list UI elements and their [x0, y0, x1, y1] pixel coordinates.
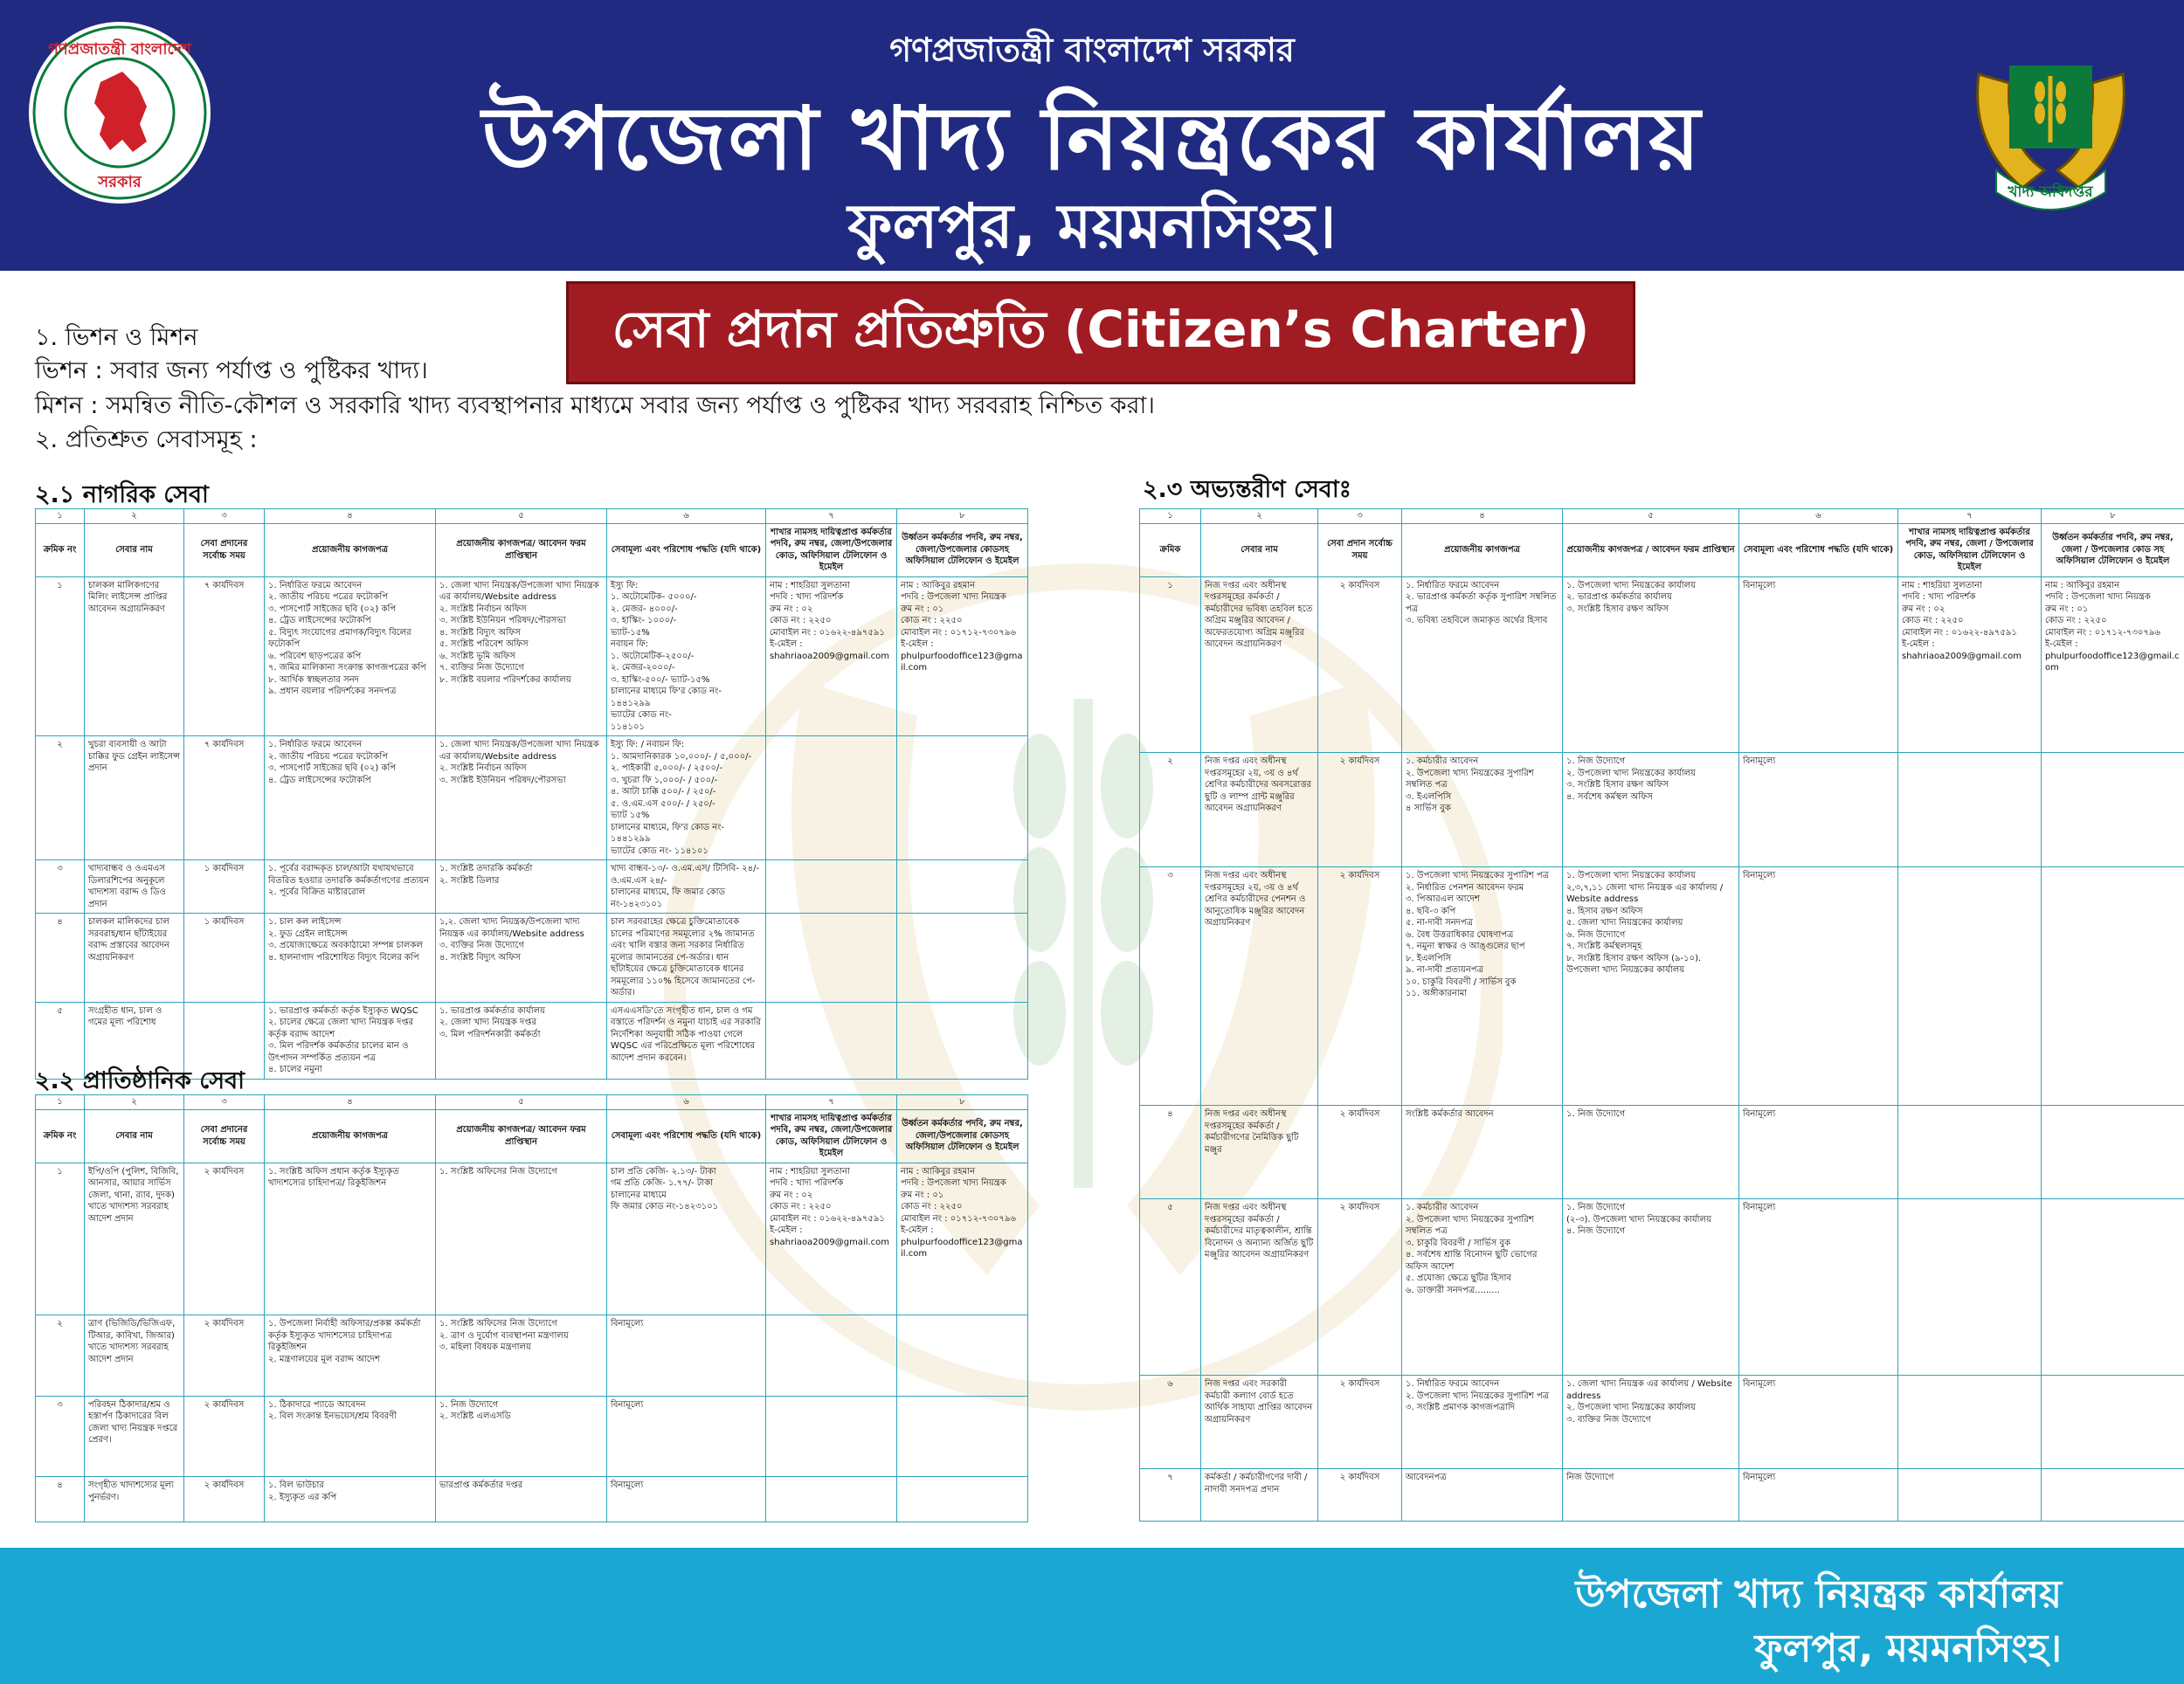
column-number: ৬: [607, 1095, 766, 1110]
column-number: ৫: [436, 1095, 607, 1110]
column-header: সেবামূল্য এবং পরিশোধ পদ্ধতি (যদি থাকে): [1739, 523, 1898, 576]
cell-time: ২ কার্যদিবস: [1318, 1106, 1402, 1199]
cell-sl: ৫: [1140, 1199, 1201, 1376]
cell-name: চালকল মালিকগণের মিলিং লাইসেন্স প্রাপ্তির আবেদন অগ্রায়নিকরণ: [85, 576, 184, 736]
cell-time: ২ কার্যদিবস: [184, 1163, 265, 1315]
column-number: ১: [1140, 509, 1201, 524]
column-header: শাখার নামসহ দায়িত্বপ্রাপ্ত কর্মকর্তার পদবি, রুম নম্বর, জেলা/উপজেলার কোড, অফিসিয়াল টেলিফোন ও ইমেইল: [766, 1109, 897, 1163]
cell-senior: [897, 1315, 1028, 1397]
column-header: সেবামূল্য এবং পরিশোধ পদ্ধতি (যদি থাকে): [607, 523, 766, 576]
cell-docs: ১. নির্ধারিত ফরমে আবেদন ২. জাতীয় পরিচয় পত্রের ফটোকপি ৩. পাসপোর্ট সাইজের ছবি (০২) কপি ৪. ট্রেড লাইসেন্সের ফটোকপি: [265, 736, 436, 860]
cell-sl: ২: [36, 736, 85, 860]
citizens-charter-title: সেবা প্রদান প্রতিশ্রুতি (Citizen’s Charter): [566, 281, 1635, 384]
food-department-logo-icon: [1961, 39, 2140, 218]
cell-fee: বিনামূল্যে: [1739, 1106, 1898, 1199]
cell-senior: নাম : আকিবুর রহমান পদবি : উপজেলা খাদ্য নিয়ন্ত্রক রুম নং : ০১ কোড নং : ২২৫০ মোবাইল নং : ০১৭১২-৭৩০৭৯৬ ই-মেইল : phulpurfoodoffice123@gmail.com: [897, 576, 1028, 736]
cell-time: ২ কার্যদিবস: [1318, 1469, 1402, 1522]
cell-sl: ১: [1140, 576, 1201, 753]
office-title: উপজেলা খাদ্য নিয়ন্ত্রকের কার্যালয়: [481, 87, 1703, 190]
cell-where: ১. জেলা খাদ্য নিয়ন্ত্রক/উপজেলা খাদ্য নিয়ন্ত্রক এর কার্যালয়/Website address ২. সংশ্লিষ্ট নির্বাচন অফিস ৩. সংশ্লিষ্ট ইউনিয়ন পরিষদ/পৌরসভা ৪. সংশ্লিষ্ট বিদ্যুৎ অফিস ৫. সংশ্লিষ্ট পরিবেশ অফিস ৬. সংশ্লিষ্ট ভূমি অফিস ৭. ব্যক্তির নিজ উদ্যোগে ৮. সংশ্লিষ্ট বয়লার পরিদর্শকের কার্যালয়: [436, 576, 607, 736]
column-number: ৮: [897, 1095, 1028, 1110]
column-number: ১: [36, 509, 85, 524]
cell-docs: সংশ্লিষ্ট কর্মকর্তার আবেদন: [1402, 1106, 1563, 1199]
cell-time: ৭ কার্যদিবস: [184, 736, 265, 860]
cell-where: ১. ভারপ্রাপ্ত কর্মকর্তার কার্যালয় ২. জেলা খাদ্য নিয়ন্ত্রক দপ্তর ৩. মিল পরিদর্শনকারী কর্মকর্তা: [436, 1002, 607, 1079]
cell-senior: নাম : আকিবুর রহমান পদবি : উপজেলা খাদ্য নিয়ন্ত্রক রুম নং : ০১ কোড নং : ২২৫০ মোবাইল নং : ০১৭১২-৭৩০৭৯৬ ই-মেইল : phulpurfoodoffice123@gmail.com: [2042, 576, 2184, 753]
table-row: [36, 576, 1028, 736]
cell-sl: ৭: [1140, 1469, 1201, 1522]
header-banner: [0, 0, 2184, 271]
cell-senior: [897, 736, 1028, 860]
cell-officer: [1898, 1199, 2042, 1376]
column-header: সেবার নাম: [85, 523, 184, 576]
cell-name: নিজ দপ্তর এবং অধীনস্থ দপ্তরসমূহের কর্মকর্তা / কর্মচারীদের ভবিষ্য তহবিল হতে অগ্রিম মঞ্জুরির আবেদন / অফেরতযোগ্য অগ্রিম মঞ্জুরির আবেদন অগ্রায়নিকরণ: [1201, 576, 1318, 753]
column-number: ৫: [436, 509, 607, 524]
cell-officer: [1898, 1106, 2042, 1199]
column-header: উর্ধ্বতন কর্মকর্তার পদবি, রুম নম্বর, জেলা / উপজেলার কোড সহ অফিসিয়াল টেলিফোন ও ইমেইল: [2042, 523, 2184, 576]
cell-docs: ১. ঠিকাদারে প্যাডে আবেদন ২. বিল সংক্রান্ত ইনভয়েস/শ্রম বিবরণী: [265, 1396, 436, 1477]
cell-where: ১. নিজ উদ্যোগে (২-৩). উপজেলা খাদ্য নিয়ন্ত্রকের কার্যালয় ৪. নিজ উদ্যোগে: [1563, 1199, 1739, 1376]
table-row: [36, 1396, 1028, 1477]
cell-docs: ১. সংশ্লিষ্ট অফিস প্রধান কর্তৃক ইস্যুকৃত খাদ্যশস্যের চাহিদাপত্র/ রিকুইজিশন: [265, 1163, 436, 1315]
column-header: সেবার নাম: [85, 1109, 184, 1163]
cell-officer: নাম : শাহরিয়া সুলতানা পদবি : খাদ্য পরিদর্শক রুম নং : ০২ কোড নং : ২২৫০ মোবাইল নং : ০১৬২২-৪৯৭৫৯১ ই-মেইল : shahriaoa2009@gmail.com: [766, 576, 897, 736]
cell-officer: নাম : শাহরিয়া সুলতানা পদবি : খাদ্য পরিদর্শক রুম নং : ০২ কোড নং : ২২৫০ মোবাইল নং : ০১৬২২-৪৯৭৫৯১ ই-মেইল : shahriaoa2009@gmail.com: [1898, 576, 2042, 753]
column-number: ৭: [766, 1095, 897, 1110]
column-number: ৮: [897, 509, 1028, 524]
cell-where: ১. সংশ্লিষ্ট অফিসের নিজ উদ্যোগে: [436, 1163, 607, 1315]
cell-name: নিজ দপ্তর এবং সরকারী কর্মচারী কল্যাণ বোর্ড হতে আর্থিক সাহায্য প্রাপ্তির আবেদন অগ্রায়নিকরণ: [1201, 1376, 1318, 1469]
cell-name: নিজ দপ্তর এবং অধীনস্থ দপ্তরসমূহের কর্মকর্তা / কর্মচারীগণের নৈমিত্তিক ছুটি মঞ্জুর: [1201, 1106, 1318, 1199]
cell-time: ২ কার্যদিবস: [1318, 867, 1402, 1106]
cell-time: ২ কার্যদিবস: [1318, 576, 1402, 753]
table-row: [36, 1477, 1028, 1522]
cell-where: নিজ উদ্যোগে: [1563, 1469, 1739, 1522]
cell-docs: ১. উপজেলা নির্বাহী অফিসার/প্রকল্প কর্মকর্তা কর্তৃক ইস্যুকৃত খাদ্যশস্যের চাহিদাপত্র রিকুইজিশন ২. মন্ত্রণালয়ের মূল বরাদ্দ আদেশ: [265, 1315, 436, 1397]
cell-time: ২ কার্যদিবস: [1318, 1376, 1402, 1469]
column-header: শাখার নামসহ দায়িত্বপ্রাপ্ত কর্মকর্তার পদবি, রুম নম্বর, জেলা / উপজেলার কোড, অফিসিয়াল টেলিফোন ও ইমেইল: [1898, 523, 2042, 576]
cell-senior: [2042, 753, 2184, 867]
cell-where: ১. উপজেলা খাদ্য নিয়ন্ত্রকের কার্যালয় ২. ভারপ্রাপ্ত কর্মকর্তার কার্যালয় ৩. সংশ্লিষ্ট হিসাব রক্ষণ অফিস: [1563, 576, 1739, 753]
cell-fee: বিনামূল্যে: [1739, 1376, 1898, 1469]
vision-text: ভিশন : সবার জন্য পর্যাপ্ত ও পুষ্টিকর খাদ্য।: [35, 357, 428, 384]
services-heading: ২. প্রতিশ্রুত সেবাসমূহ :: [35, 426, 258, 453]
cell-senior: [897, 1002, 1028, 1079]
mission-text: মিশন : সমন্বিত নীতি-কৌশল ও সরকারি খাদ্য ব্যবস্থাপনার মাধ্যমে সবার জন্য পর্যাপ্ত ও পুষ্টিকর খাদ্য সরবরাহ নিশ্চিত করা।: [35, 392, 1155, 419]
cell-fee: ইস্যু ফি: / নবায়ন ফি: ১. আমদানিকারক ১০,০০০/- / ৫,০০০/- ২. পাইকারী ৫,০০০/- / ২৫০০/- ৩. খুচরা ফি ১,০০০/- / ৫০০/- ৪. আটা চাক্কি ৫০০/- / ২৫০/- ৫. ও.এম.এস ৫০০/- / ২৫০/- ভ্যাট ১৫% চালানের মাধ্যমে, ফি'র কোড নং- ১৪৪১২৯৯ ভ্যাটের কোড নং- ১১৪১০১: [607, 736, 766, 860]
cell-senior: [897, 860, 1028, 914]
column-header: প্রয়োজনীয় কাগজপত্র/ আবেদন ফরম প্রাপ্তিস্থান: [436, 1109, 607, 1163]
office-location: ফুলপুর, ময়মনসিংহ।: [847, 190, 1337, 262]
cell-time: ১ কার্যদিবস: [184, 860, 265, 914]
cell-sl: ৫: [36, 1002, 85, 1079]
cell-docs: ১. কর্মচারীর আবেদন ২. উপজেলা খাদ্য নিয়ন্ত্রকের সুপারিশ সম্বলিত পত্র ৩. চাকুরি বিবরণী / সার্ভিস বুক ৪. সর্বশেষ শ্রান্তি বিনোদন ছুটি ভোগের অফিস আদেশ ৫. প্রযোজ্য ক্ষেত্রে ছুটির হিসাব ৬. ডাক্তারী সনদপত্র.........: [1402, 1199, 1563, 1376]
column-number: ৮: [2042, 509, 2184, 524]
cell-name: নিজ দপ্তর এবং অধীনস্থ দপ্তরসমূহের ২য়, ৩য় ও ৪র্থ শ্রেণির কর্মচারীদের পেনশন ও আনুতোষিক মঞ্জুরির আবেদন অগ্রায়নিকরণ: [1201, 867, 1318, 1106]
table-row: [36, 1315, 1028, 1397]
table-row: [36, 1163, 1028, 1315]
cell-docs: ১. চাল কল লাইসেন্স ২. ফুড গ্রেইন লাইসেন্স ৩. প্রযোজ্যক্ষেত্রে অবকাঠামো সম্পন্ন চালকল ৪. হালনাগাদ পরিশোধিত বিদ্যুৎ বিলের কপি: [265, 914, 436, 1003]
cell-name: সংগৃহীত খাদ্যশস্যের মূল্য পুনর্ভরণ।: [85, 1477, 184, 1522]
column-number: ৩: [184, 509, 265, 524]
cell-where: ১. নিজ উদ্যোগে ২. সংশ্লিষ্ট এলএসডি: [436, 1396, 607, 1477]
section-2-3-title: ২.৩ অভ্যন্তরীণ সেবাঃ: [1143, 476, 1352, 503]
cell-fee: বিনামূল্যে: [1739, 1199, 1898, 1376]
cell-officer: [766, 1396, 897, 1477]
cell-sl: ৪: [1140, 1106, 1201, 1199]
cell-name: নিজ দপ্তর এবং অধীনস্থ দপ্তরসমূহের ২য়, ৩য় ও ৪র্থ শ্রেণির কর্মচারীদের অবসরোত্তর ছুটি ও লাম্প গ্রান্ট মঞ্জুরির আবেদন অগ্রায়নিকরণ: [1201, 753, 1318, 867]
cell-officer: [1898, 1469, 2042, 1522]
column-header: সেবা প্রদানের সর্বোচ্চ সময়: [184, 1109, 265, 1163]
cell-officer: [1898, 1376, 2042, 1469]
cell-docs: ১. বিল ভাউচার ২. ইস্যুকৃত এর কপি: [265, 1477, 436, 1522]
cell-senior: [897, 914, 1028, 1003]
table-row: [36, 914, 1028, 1003]
cell-where: ১,২. জেলা খাদ্য নিয়ন্ত্রক/উপজেলা খাদ্য নিয়ন্ত্রক এর কার্যালয়/Website address ৩. ব্যক্তির নিজ উদ্যোগে ৪. সংশ্লিষ্ট বিদ্যুৎ অফিস: [436, 914, 607, 1003]
column-header: সেবার নাম: [1201, 523, 1318, 576]
cell-where: ১. জেলা খাদ্য নিয়ন্ত্রক/উপজেলা খাদ্য নিয়ন্ত্রক এর কার্যালয়/Website address ২. সংশ্লিষ্ট নির্বাচন অফিস ৩. সংশ্লিষ্ট ইউনিয়ন পরিষদ/পৌরসভা: [436, 736, 607, 860]
cell-sl: ৪: [36, 914, 85, 1003]
cell-name: খুচরা ব্যবসায়ী ও আটা চাক্কির ফুড গ্রেইন লাইসেন্স প্রদান: [85, 736, 184, 860]
svg-text:সরকার: সরকার: [98, 173, 142, 191]
cell-officer: [766, 1315, 897, 1397]
column-number: ২: [1201, 509, 1318, 524]
government-name: গণপ্রজাতন্ত্রী বাংলাদেশ সরকার: [889, 31, 1295, 69]
column-number: ২: [85, 1095, 184, 1110]
cell-sl: ১: [36, 576, 85, 736]
column-number: ৩: [1318, 509, 1402, 524]
cell-sl: ৩: [36, 860, 85, 914]
cell-docs: ১. পূর্বের বরাদ্দকৃত চাল/আটা যথাযথভাবে বিতরিত হওয়ার তদারকি কর্মকর্তাগণের প্রত্যয়ন ২. পূর্বের বিক্রিত মাষ্টাররোল: [265, 860, 436, 914]
institutional-services-table: [35, 1094, 1028, 1522]
cell-sl: ২: [1140, 753, 1201, 867]
cell-officer: নাম : শাহরিয়া সুলতানা পদবি : খাদ্য পরিদর্শক রুম নং : ০২ কোড নং : ২২৫০ মোবাইল নং : ০১৬২২-৪৯৭৫৯১ ই-মেইল : shahriaoa2009@gmail.com: [766, 1163, 897, 1315]
cell-officer: [1898, 867, 2042, 1106]
cell-senior: [2042, 867, 2184, 1106]
cell-fee: চাল সরবরাহের ক্ষেত্রে চুক্তিমোতাবেক চালের পরিমাণের সমমূল্যের ২% জামানত এবং খালি বস্তার জন্য সরকার নির্ধারিত মূল্যের জামানতের পে-অর্ডার। ধান ছাঁটাইয়ের ক্ষেত্রে চুক্তিমোতাবেক ধানের সমমূল্যের ১১০% হিসেবে জামানতের পে-অর্ডার।: [607, 914, 766, 1003]
cell-where: ১. নিজ উদ্যোগে ২. উপজেলা খাদ্য নিয়ন্ত্রকের কার্যালয় ৩. সংশ্লিষ্ট হিসাব রক্ষণ অফিস ৪. সর্বশেষ কর্মস্থল অফিস: [1563, 753, 1739, 867]
vision-mission-heading: ১. ভিশন ও মিশন: [35, 324, 198, 351]
cell-name: পরিবহন ঠিকাদার/শ্রম ও হস্তার্পণ ঠিকাদারের বিল জেলা খাদ্য নিয়ন্ত্রক দপ্তরে প্রেরণ।: [85, 1396, 184, 1477]
column-header: সেবামূল্য এবং পরিশোধ পদ্ধতি (যদি থাকে): [607, 1109, 766, 1163]
column-number: ৪: [265, 509, 436, 524]
cell-officer: [766, 914, 897, 1003]
cell-senior: [897, 1396, 1028, 1477]
cell-docs: আবেদনপত্র: [1402, 1469, 1563, 1522]
cell-docs: ১. নির্ধারিত ফরমে আবেদন ২. ভারপ্রাপ্ত কর্মকর্তা কর্তৃক সুপারিশ সম্বলিত পত্র ৩. ভবিষ্য তহবিলে জমাকৃত অর্থের হিসাব: [1402, 576, 1563, 753]
cell-fee: বিনামূল্যে: [1739, 1469, 1898, 1522]
cell-time: ৭ কার্যদিবস: [184, 576, 265, 736]
cell-officer: [766, 1477, 897, 1522]
cell-officer: [766, 860, 897, 914]
cell-where: ১. নিজ উদ্যোগে: [1563, 1106, 1739, 1199]
svg-text:খাদ্য অধিদপ্তর: খাদ্য অধিদপ্তর: [2008, 183, 2093, 201]
cell-officer: [766, 736, 897, 860]
cell-time: ২ কার্যদিবস: [184, 1396, 265, 1477]
column-number: ৪: [1402, 509, 1563, 524]
cell-name: চালকল মালিকদের চাল সরবরাহ/ধান ছাঁটাইয়ের বরাদ্দ প্রস্তাবের আবেদন অগ্রায়নিকরণ: [85, 914, 184, 1003]
table-row: [1140, 1199, 2184, 1376]
cell-sl: ৩: [36, 1396, 85, 1477]
column-header: ক্রমিক নং: [36, 1109, 85, 1163]
cell-fee: এসএএসডি'তে সংগৃহীত ধান, চাল ও গম বস্তাতে পরিদর্শন ও নমুনা যাচাই এর সরকারি নির্দেশিকা অনুযায়ী সঠিক পাওয়া গেলে WQSC এর পরিপ্রেক্ষিতে মূল্য পরিশোধের আদেশ প্রদান করবেন।: [607, 1002, 766, 1079]
footer-banner: [0, 1548, 2184, 1684]
footer-office-name: উপজেলা খাদ্য নিয়ন্ত্রক কার্যালয়: [1575, 1572, 2062, 1617]
cell-name: ইপি/ওপি (পুলিশ, বিজিবি, আনসার, আয়ার সার্ভিস জেলা, থানা, র‍্যাব, দুদক) খাতে খাদ্যশস্য সরবরাহ আদেশ প্রদান: [85, 1163, 184, 1315]
column-header: শাখার নামসহ দায়িত্বপ্রাপ্ত কর্মকর্তার পদবি, রুম নম্বর, জেলা/উপজেলার কোড, অফিসিয়াল টেলিফোন ও ইমেইল: [766, 523, 897, 576]
internal-services-table: [1139, 508, 2184, 1522]
cell-sl: ৩: [1140, 867, 1201, 1106]
cell-fee: বিনামূল্যে: [607, 1396, 766, 1477]
cell-where: ভারপ্রাপ্ত কর্মকর্তার দপ্তর: [436, 1477, 607, 1522]
column-header: প্রয়োজনীয় কাগজপত্র/ আবেদন ফরম প্রাপ্তিস্থান: [436, 523, 607, 576]
cell-time: ১ কার্যদিবস: [184, 914, 265, 1003]
cell-fee: বিনামূল্যে: [1739, 576, 1898, 753]
cell-time: ২ কার্যদিবস: [1318, 1199, 1402, 1376]
cell-fee: বিনামূল্যে: [1739, 867, 1898, 1106]
column-header: প্রয়োজনীয় কাগজপত্র / আবেদন ফরম প্রাপ্তিস্থান: [1563, 523, 1739, 576]
cell-fee: ইস্যু ফি: ১. অটোমেটিক- ৫০০০/- ২. মেজর- ৪০০০/- ৩. হাস্কিং- ১০০০/- ভ্যাট-১৫% নবায়ন ফি: ১. অটোমেটিক-২৫০০/- ২. মেজর-২০০০/- ৩. হাস্কিং-৫০০/- ভ্যাট-১৫% চালানের মাধ্যমে ফি'র কোড নং- ১৪৪১২৯৯ ভ্যাটের কোড নং- ১১৪১০১: [607, 576, 766, 736]
svg-text:গণপ্রজাতন্ত্রী বাংলাদেশ: গণপ্রজাতন্ত্রী বাংলাদেশ: [48, 40, 191, 59]
cell-where: ১. জেলা খাদ্য নিয়ন্ত্রক এর কার্যালয় / Website address ২. উপজেলা খাদ্য নিয়ন্ত্রকের কার্যালয় ৩. ব্যক্তির নিজ উদ্যোগে: [1563, 1376, 1739, 1469]
column-header: ক্রমিক: [1140, 523, 1201, 576]
table-row: [1140, 1469, 2184, 1522]
column-number: ৪: [265, 1095, 436, 1110]
cell-senior: [2042, 1376, 2184, 1469]
cell-senior: [897, 1477, 1028, 1522]
cell-docs: ১. কর্মচারীর আবেদন ২. উপজেলা খাদ্য নিয়ন্ত্রকের সুপারিশ সম্বলিত পত্র ৩. ইএলপিসি ৪ সার্ভিস বুক: [1402, 753, 1563, 867]
column-number: ৬: [1739, 509, 1898, 524]
cell-sl: ২: [36, 1315, 85, 1397]
column-number: ৫: [1563, 509, 1739, 524]
column-header: প্রয়োজনীয় কাগজপত্র: [265, 523, 436, 576]
cell-where: ১. সংশ্লিষ্ট অফিসের নিজ উদ্যোগে ২. ত্রাণ ও দুর্যোগ ব্যবস্থাপনা মন্ত্রণালয় ৩. মহিলা বিষয়ক মন্ত্রণালয়: [436, 1315, 607, 1397]
cell-senior: [2042, 1199, 2184, 1376]
cell-senior: [2042, 1469, 2184, 1522]
column-header: উর্ধ্বতন কর্মকর্তার পদবি, রুম নম্বর, জেলা/উপজেলার কোডসহ অফিসিয়াল টেলিফোন ও ইমেইল: [897, 1109, 1028, 1163]
table-row: [1140, 753, 2184, 867]
citizen-services-table: [35, 508, 1028, 1080]
cell-fee: খাদ্য বান্ধব-১৩/- ও.এম.এস/ টিসিবি- ২৪/- ও.এম.এস ২৪/- চালানের মাধ্যমে, ফি জমার কোড নং-১৪২৩১০১: [607, 860, 766, 914]
cell-fee: চাল প্রতি কেজি- ২.১৩/- টাকা গম প্রতি কেজি- ১.৭৭/- টাকা চালানের মাধ্যমে ফি জমার কোড নং-১৪২৩১০১: [607, 1163, 766, 1315]
cell-sl: ১: [36, 1163, 85, 1315]
cell-docs: ১. ভারপ্রাপ্ত কর্মকর্তা কর্তৃক ইস্যুকৃত WQSC ২. চালের ক্ষেত্রে জেলা খাদ্য নিয়ন্ত্রক দপ্তর কর্তৃক বরাদ্দ আদেশ ৩. মিল পরিদর্শক কর্মকর্তার চালের মান ও উৎপাদন সম্পর্কিত প্রত্যয়ন পত্র ৪. চালের নমুনা: [265, 1002, 436, 1079]
column-number: ১: [36, 1095, 85, 1110]
cell-time: ২ কার্যদিবস: [184, 1315, 265, 1397]
cell-time: ২ কার্যদিবস: [1318, 753, 1402, 867]
cell-where: ১. উপজেলা খাদ্য নিয়ন্ত্রকের কার্যালয় ২,৩,৭,১১ জেলা খাদ্য নিয়ন্ত্রক এর কার্যালয় / Website address ৪. হিসাব রক্ষণ অফিস ৫. জেলা খাদ্য নিয়ন্ত্রকের কার্যালয় ৬. নিজ উদ্যোগে ৭. সংশ্লিষ্ট কর্মস্থলসমূহ ৮. সংশ্লিষ্ট হিসাব রক্ষণ অফিস (৯-১০). উপজেলা খাদ্য নিয়ন্ত্রকের কার্যালয়: [1563, 867, 1739, 1106]
cell-name: নিজ দপ্তর এবং অধীনস্থ দপ্তরসমূহের কর্মকর্তা / কর্মচারীদের মাতৃত্বকালীন, শ্রান্তি বিনোদন ও অন্যান্য অর্জিত ছুটি মঞ্জুরির আবেদন অগ্রায়নিকরণ: [1201, 1199, 1318, 1376]
column-header: ক্রমিক নং: [36, 523, 85, 576]
section-2-2-title: ২.২ প্রাতিষ্ঠানিক সেবা: [35, 1067, 245, 1094]
column-header: প্রয়োজনীয় কাগজপত্র: [265, 1109, 436, 1163]
cell-docs: ১. নির্ধারিত ফরমে আবেদন ২. জাতীয় পরিচয় পত্রের ফটোকপি ৩. পাসপোর্ট সাইজের ছবি (০২) কপি ৪. ট্রেড লাইসেন্সের ফটোকপি ৫. বিদ্যুৎ সংযোগের প্রমাণক/বিদ্যুৎ বিলের ফটোকপি ৬. পরিবেশ ছাড়পত্রের কপি ৭. জমির মালিকানা সংক্রান্ত কাগজপত্রের কপি ৮. আর্থিক স্বচ্ছলতার সনদ ৯. প্রধান বয়লার পরিদর্শকের সনদপত্র: [265, 576, 436, 736]
column-number: ৬: [607, 509, 766, 524]
cell-time: ২ কার্যদিবস: [184, 1477, 265, 1522]
section-2-1-title: ২.১ নাগরিক সেবা: [35, 481, 209, 508]
table-row: [1140, 576, 2184, 753]
cell-sl: ৬: [1140, 1376, 1201, 1469]
table-row: [36, 860, 1028, 914]
cell-where: ১. সংশ্লিষ্ট তদারকি কর্মকর্তা ২. সংশ্লিষ্ট ডিলার: [436, 860, 607, 914]
column-number: ৩: [184, 1095, 265, 1110]
cell-senior: [2042, 1106, 2184, 1199]
table-row: [1140, 1376, 2184, 1469]
cell-docs: ১. নির্ধারিত ফরমে আবেদন ২. উপজেলা খাদ্য নিয়ন্ত্রকের সুপারিশ পত্র ৩. সংশ্লিষ্ট প্রমাণক কাগজপত্রাদি: [1402, 1376, 1563, 1469]
table-row: [1140, 867, 2184, 1106]
cell-sl: ৪: [36, 1477, 85, 1522]
column-header: উর্ধ্বতন কর্মকর্তার পদবি, রুম নম্বর, জেলা/উপজেলার কোডসহ অফিসিয়াল টেলিফোন ও ইমেইল: [897, 523, 1028, 576]
table-row: [1140, 1106, 2184, 1199]
footer-office-location: ফুলপুর, ময়মনসিংহ।: [1754, 1626, 2062, 1671]
cell-docs: ১. উপজেলা খাদ্য নিয়ন্ত্রকের সুপারিশ পত্র ২. নির্ধারিত পেনশন আবেদন ফরম ৩. পিআরএল আদেশ ৪. ছবি-৩ কপি ৫. না-দাবী সনদপত্র ৬. বৈধ উত্তরাধিকার ঘোষণাপত্র ৭. নমুনা স্বাক্ষর ও আঙ্গুলের ছাপ ৮. ইএলপিসি ৯. না-দাবী প্রত্যয়নপত্র ১০. চাকুরি বিবরণী / সার্ভিস বুক ১১. অঙ্গীকারনামা: [1402, 867, 1563, 1106]
cell-name: কর্মকর্তা / কর্মচারীগণের দাবী / নাদাবী সনদপত্র প্রদান: [1201, 1469, 1318, 1522]
cell-fee: বিনামূল্যে: [607, 1315, 766, 1397]
column-header: সেবা প্রদান সর্বোচ্চ সময়: [1318, 523, 1402, 576]
column-number: ৭: [1898, 509, 2042, 524]
cell-senior: নাম : আকিবুর রহমান পদবি : উপজেলা খাদ্য নিয়ন্ত্রক রুম নং : ০১ কোড নং : ২২৫০ মোবাইল নং : ০১৭১২-৭৩০৭৯৬ ই-মেইল : phulpurfoodoffice123@gmail.com: [897, 1163, 1028, 1315]
cell-fee: বিনামূল্যে: [1739, 753, 1898, 867]
table-row: [36, 736, 1028, 860]
column-number: ৭: [766, 509, 897, 524]
cell-name: সংগ্রহীত ধান, চাল ও গমের মূল্য পরিশোধ: [85, 1002, 184, 1079]
column-header: সেবা প্রদানের সর্বোচ্চ সময়: [184, 523, 265, 576]
cell-officer: [1898, 753, 2042, 867]
cell-fee: বিনামূল্যে: [607, 1477, 766, 1522]
cell-name: খাদ্যবান্ধব ও ওএমএস ডিলারশিপের অনুকূলে খাদ্যশস্য বরাদ্দ ও ডিও প্রদান: [85, 860, 184, 914]
column-number: ২: [85, 509, 184, 524]
cell-officer: [766, 1002, 897, 1079]
cell-name: ত্রাণ (ভিজিডি/ভিজিএফ, টিআর, কাবিখা, জিআর) খাতে খাদ্যশস্য সরবরাহ আদেশ প্রদান: [85, 1315, 184, 1397]
column-header: প্রয়োজনীয় কাগজপত্র: [1402, 523, 1563, 576]
